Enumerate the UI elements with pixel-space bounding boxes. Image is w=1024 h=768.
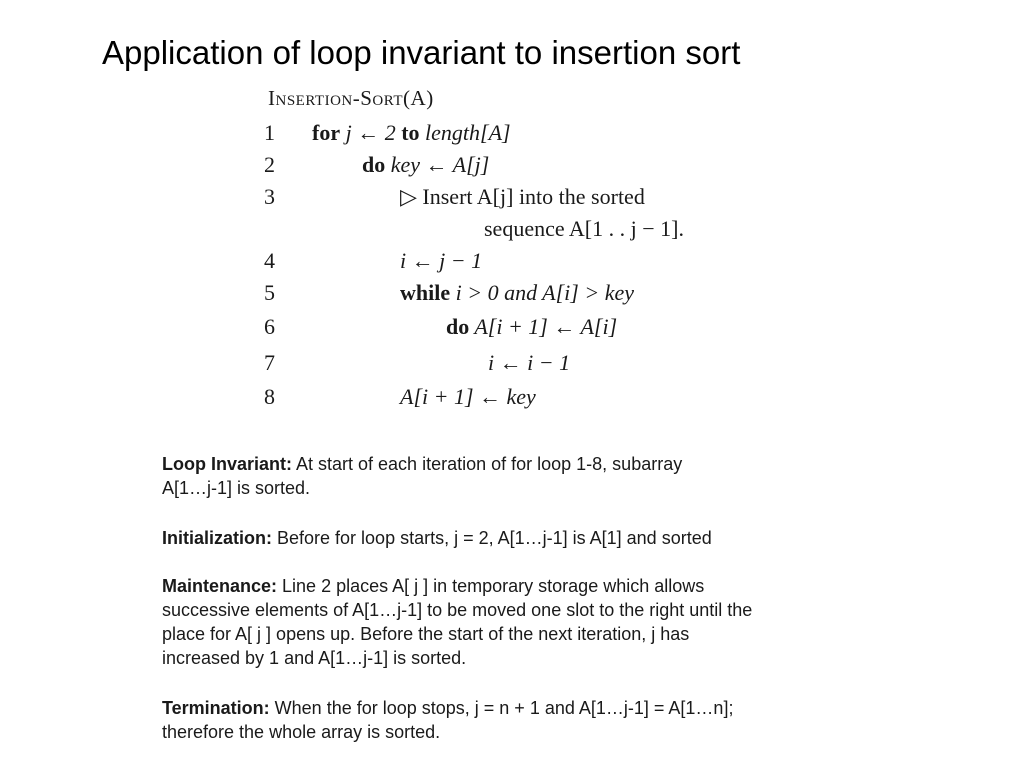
loop-invariant-note: Loop Invariant: At start of each iteration of for loop 1-8, subarray A[1…j-1] is sorted. bbox=[162, 454, 683, 498]
note-label: Termination: bbox=[162, 698, 270, 718]
algorithm-name: Insertion-Sort(A) bbox=[268, 86, 434, 110]
line-number: 4 bbox=[264, 248, 275, 273]
termination-note: Termination: When the for loop stops, j = n + 1 and A[1…j-1] = A[1…n]; therefore the whole array is sorted. bbox=[162, 698, 734, 742]
code-line-8: A[i + 1] ← key bbox=[400, 384, 536, 409]
code-line-2: do key ← A[j] bbox=[362, 152, 490, 177]
note-label: Initialization: bbox=[162, 528, 272, 548]
line-number: 8 bbox=[264, 384, 275, 409]
note-label: Loop Invariant: bbox=[162, 454, 292, 474]
code-line-6: do A[i + 1] ← A[i] bbox=[446, 314, 618, 339]
code-line-4: i ← j − 1 bbox=[400, 248, 483, 273]
code-line-3-continuation: sequence A[1 . . j − 1]. bbox=[484, 216, 684, 241]
code-line-1: for j ← 2 to length[A] bbox=[312, 120, 511, 145]
line-number: 5 bbox=[264, 280, 275, 305]
line-number: 7 bbox=[264, 350, 275, 375]
line-number: 6 bbox=[264, 314, 275, 339]
maintenance-note: Maintenance: Line 2 places A[ j ] in temporary storage which allows successive elements of A[1…j-1] to be moved one slot to the right until the place for A[ j ] opens up. Before the start of the next iteration, j has increased by 1 and A[1…j-1] is sorted. bbox=[162, 576, 753, 668]
note-label: Maintenance: bbox=[162, 576, 278, 596]
line-number: 1 bbox=[264, 120, 275, 145]
code-line-7: i ← i − 1 bbox=[488, 350, 571, 375]
code-line-5: while i > 0 and A[i] > key bbox=[400, 280, 634, 305]
line-number: 2 bbox=[264, 152, 275, 177]
code-line-3-comment: ▷ Insert A[j] into the sorted bbox=[400, 184, 645, 209]
initialization-note: Initialization: Before for loop starts, j = 2, A[1…j-1] is A[1] and sorted bbox=[162, 528, 712, 548]
slide-title: Application of loop invariant to insertion sort bbox=[102, 34, 741, 71]
line-number: 3 bbox=[264, 184, 275, 209]
